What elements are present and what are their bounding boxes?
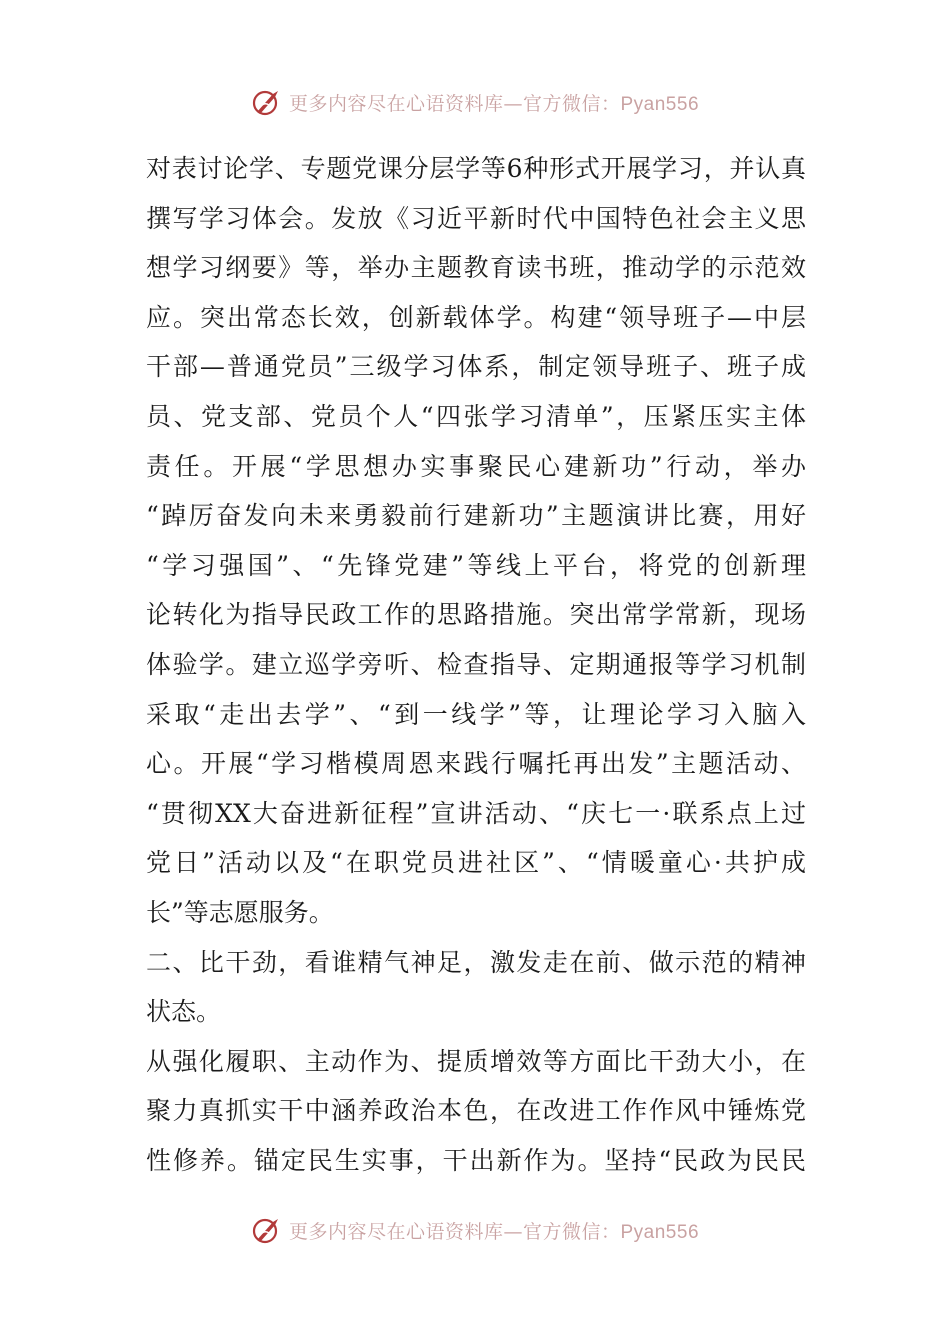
footer-banner-text [289, 1217, 699, 1244]
text-line: 从强化履职、主动作为、提质增效等方面比干劲大小，在 [146, 1046, 806, 1076]
text-line: “贯彻XX大奋进新征程”宣讲活动、“庆七一·联系点上过 [146, 798, 806, 828]
text-line: 采取“走出去学”、“到一线学”等，让理论学习入脑入 [146, 699, 806, 729]
footer-banner-wechat-id: Pyan556 [620, 1221, 700, 1243]
text-line: 状态。 [146, 997, 222, 1027]
text-line: 干部—普通党员”三级学习体系，制定领导班子、班子成 [146, 352, 806, 382]
footer-banner [0, 1210, 950, 1250]
text-line: 论转化为指导民政工作的思路措施。突出常学常新，现场 [146, 600, 806, 630]
text-line: 撰写学习体会。发放《习近平新时代中国特色社会主义思 [146, 203, 806, 233]
text-line: 员、党支部、党员个人“四张学习清单”，压紧压实主体 [146, 401, 806, 431]
text-line: “学习强国”、“先锋党建”等线上平台，将党的创新理 [146, 550, 806, 580]
header-banner [0, 82, 950, 122]
text-line: “踔厉奋发向未来勇毅前行建新功”主题演讲比赛，用好 [146, 501, 806, 531]
text-line: 长”等志愿服务。 [146, 897, 334, 927]
footer-banner-cn: 更多内容尽在心语资料库—官方微信： [288, 1220, 621, 1243]
text-line: 体验学。建立巡学旁听、检查指导、定期通报等学习机制 [146, 649, 806, 679]
text-line: 聚力真抓实干中涵养政治本色，在改进工作作风中锤炼党 [146, 1096, 806, 1126]
text-line: 党日”活动以及“在职党员进社区”、“情暖童心·共护成 [146, 848, 806, 878]
pen-circle-logo-icon [251, 86, 283, 118]
header-banner-cn: 更多内容尽在心语资料库—官方微信： [288, 92, 621, 115]
text-line: 应。突出常态长效，创新载体学。构建“领导班子—中层 [146, 302, 806, 332]
text-line: 心。开展“学习楷模周恩来践行嘱托再出发”主题活动、 [146, 749, 806, 779]
text-line: 想学习纲要》等，举办主题教育读书班，推动学的示范效 [146, 253, 806, 283]
header-banner-text [289, 89, 699, 116]
header-banner-wechat-id: Pyan556 [620, 93, 700, 115]
text-line: 对表讨论学、专题党课分层学等6种形式开展学习，并认真 [146, 154, 806, 183]
document-body [146, 144, 806, 1185]
pen-circle-logo-icon [251, 1214, 283, 1246]
text-line: 责任。开展“学思想办实事聚民心建新功”行动，举办 [146, 451, 806, 481]
text-line: 性修养。锚定民生实事，干出新作为。坚持“民政为民民 [146, 1145, 806, 1175]
text-line: 二、比干劲，看谁精气神足，激发走在前、做示范的精神 [146, 947, 806, 977]
